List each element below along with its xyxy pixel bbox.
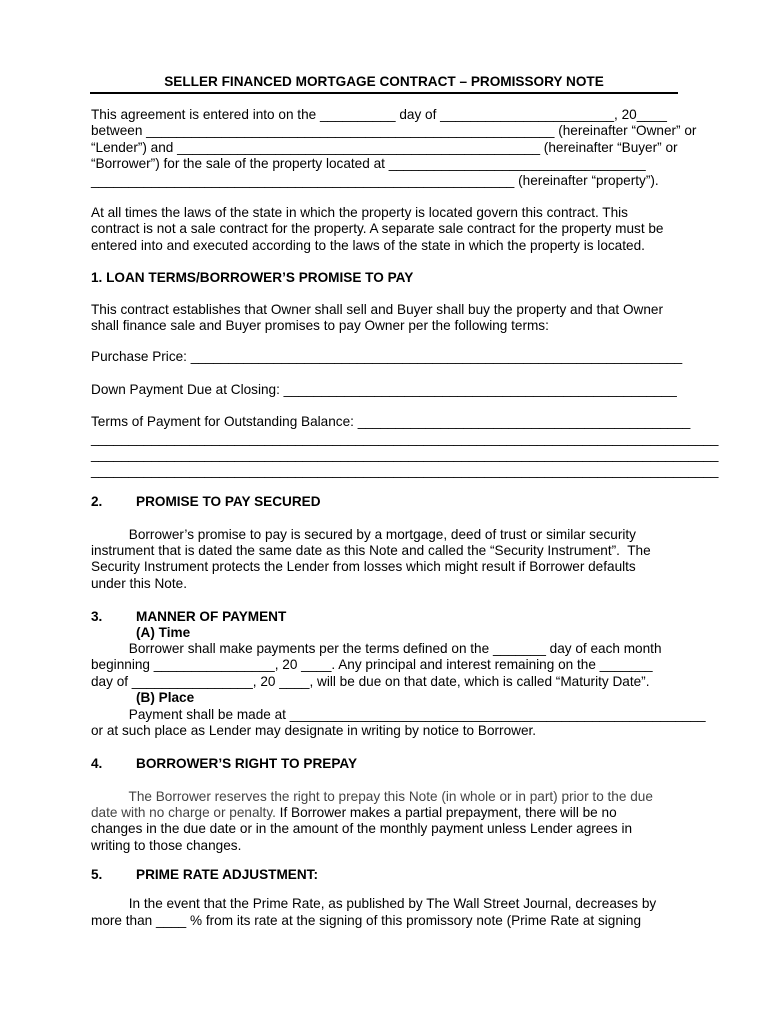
section-3-place-2: or at such place as Lender may designate in writing by notice to Borrower. xyxy=(91,723,537,738)
section-3-number: 3. xyxy=(91,609,103,624)
section-1-heading: 1. LOAN TERMS/BORROWER’S PROMISE TO PAY xyxy=(91,270,414,285)
section-5-heading: PRIME RATE ADJUSTMENT: xyxy=(136,867,319,882)
terms-blank-line-3: ___________________________________________________________________________________ xyxy=(91,463,719,478)
section-5-number: 5. xyxy=(91,867,103,882)
section-3-heading: MANNER OF PAYMENT xyxy=(136,609,287,624)
section-4-body-2 xyxy=(91,805,617,821)
down-payment-field: Down Payment Due at Closing: ____________________________________________________ xyxy=(91,382,677,397)
section-3-time-1: Borrower shall make payments per the terms defined on the _______ day of each month xyxy=(91,641,662,656)
laws-line-3: entered into and executed according to the laws of the state in which the property is located. xyxy=(91,238,645,253)
section-3-time-2: beginning ________________, 20 ____. Any principal and interest remaining on the _______ xyxy=(91,657,653,672)
section-2-body-2: instrument that is dated the same date as this Note and called the “Security Instrument”. The xyxy=(91,543,651,558)
laws-line-1: At all times the laws of the state in which the property is located govern this contract. This xyxy=(91,205,628,220)
section-4-number: 4. xyxy=(91,756,103,771)
section-3-time-3: day of ________________, 20 ____, will be due on that date, which is called “Maturity Date”. xyxy=(91,674,650,689)
section-4-body-2a: date with no charge or penalty. xyxy=(91,805,276,820)
section-2-body-1: Borrower’s promise to pay is secured by a mortgage, deed of trust or similar security xyxy=(91,527,636,542)
terms-of-payment-field: Terms of Payment for Outstanding Balance: ____________________________________________ xyxy=(91,414,691,429)
intro-line-2: between ______________________________________________________ (hereinafter “Owner” or xyxy=(91,123,697,138)
intro-line-5: ________________________________________________________ (hereinafter “property”). xyxy=(91,173,659,188)
intro-line-1: This agreement is entered into on the __________ day of _______________________, 20____ xyxy=(91,107,667,122)
section-2-number: 2. xyxy=(91,494,103,509)
section-1-body-2: shall finance sale and Buyer promises to pay Owner per the following terms: xyxy=(91,318,549,333)
purchase-price-field: Purchase Price: _________________________________________________________________ xyxy=(91,349,683,364)
intro-line-4: “Borrower”) for the sale of the property located at __________________________________ xyxy=(91,156,646,171)
terms-blank-line-1: ___________________________________________________________________________________ xyxy=(91,431,719,446)
section-4-body-4: writing to those changes. xyxy=(91,838,242,853)
section-4-body-1: The Borrower reserves the right to prepay this Note (in whole or in part) prior to the due xyxy=(91,789,653,804)
section-2-body-3: Security Instrument protects the Lender from losses which might result if Borrower defaults xyxy=(91,559,636,574)
section-4-body-3: changes in the due date or in the amount of the monthly payment unless Lender agrees in xyxy=(91,821,633,836)
section-4-heading: BORROWER’S RIGHT TO PREPAY xyxy=(136,756,358,771)
section-3-sub-a: (A) Time xyxy=(136,625,191,640)
section-2-body-4: under this Note. xyxy=(91,576,187,591)
section-5-body-2: more than ____ % from its rate at the signing of this promissory note (Prime Rate at signing xyxy=(91,913,642,928)
intro-line-3: “Lender”) and ________________________________________________ (hereinafter “Buyer” or xyxy=(91,140,678,155)
terms-blank-line-2: ___________________________________________________________________________________ xyxy=(91,447,719,462)
section-4-body-2b: If Borrower makes a partial prepayment, there will be no xyxy=(275,805,617,820)
section-2-heading: PROMISE TO PAY SECURED xyxy=(136,494,321,509)
laws-line-2: contract is not a sale contract for the property. A separate sale contract for the property must be xyxy=(91,221,664,236)
section-3-sub-b: (B) Place xyxy=(136,690,195,705)
document-title: SELLER FINANCED MORTGAGE CONTRACT – PROMISSORY NOTE xyxy=(164,74,604,89)
section-1-body-1: This contract establishes that Owner shall sell and Buyer shall buy the property and that Owner xyxy=(91,302,663,317)
section-3-place-1: Payment shall be made at _______________________________________________________ xyxy=(91,707,706,722)
section-5-body-1: In the event that the Prime Rate, as published by The Wall Street Journal, decreases by xyxy=(91,896,657,911)
title-underline xyxy=(90,92,678,94)
